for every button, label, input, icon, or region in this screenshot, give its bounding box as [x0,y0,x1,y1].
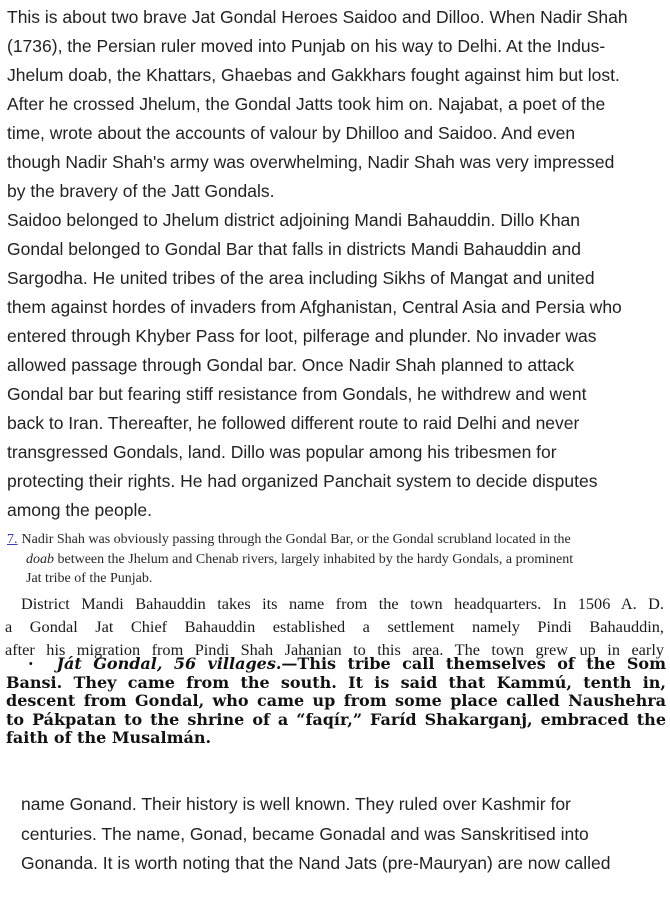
text-line: a Gondal Jat Chief Bahauddin established a settlement namely Pindi Bahauddin, [5,617,664,637]
scanned-excerpt-jat-gondal [6,655,666,748]
paragraph-gonand-history [21,790,666,879]
text-line: Saidoo belonged to Jhelum district adjoining Mandi Bahauddin. Dillo Khan [7,210,581,230]
text-line: Sargodha. He united tribes of the area including Sikhs of Mangat and united [7,268,595,288]
text-line: protecting their rights. He had organized Panchait system to decide disputes [7,471,598,491]
text-line: centuries. The name, Gonad, became Gonadal and was Sanskritised into [21,823,589,844]
scan-line: faith of the Musalmán. [6,728,212,748]
scan-line [6,655,666,674]
footnote-number-link[interactable]: 7. [7,532,18,547]
text-line: back to Iran. Thereafter, he followed different route to raid Delhi and never [7,413,580,433]
text-line: though Nadir Shah's army was overwhelming, Nadir Shah was very impressed [7,152,615,172]
text-line: Gondal belonged to Gondal Bar that falls in districts Mandi Bahauddin and [7,239,581,259]
text-line: by the bravery of the Jatt Gondals. [7,181,275,201]
bullet-mark: · [28,654,34,673]
scan-line: to Pákpatan to the shrine of a “faqír,” Faríd Shakarganj, embraced the [6,709,666,729]
footnote-7 [7,530,663,589]
text-line: time, wrote about the accounts of valour by Dhilloo and Saidoo. And even [7,123,576,143]
footnote-line [7,532,571,547]
footnote-text: Nadir Shah was obviously passing through the Gondal Bar, or the Gondal scrubland located in the [21,532,571,547]
footnote-text: between the Jhelum and Chenab rivers, largely inhabited by the hardy Gondals, a prominent [54,551,574,567]
scan-heading: Ját Gondal, 56 villages. [56,654,282,673]
text-line: them against hordes of invaders from Afghanistan, Central Asia and Persia who [7,297,622,317]
text-line: District Mandi Bahauddin takes its name from the town headquarters. In 1506 A. D. [21,594,664,613]
footnote-line: Jat tribe of the Punjab. [26,571,153,586]
scan-line: descent from Gondal, who came up from some place called Naushehra [6,691,666,711]
text-line: name Gonand. Their history is well known. They ruled over Kashmir for [21,794,571,814]
text-line: transgressed Gondals, land. Dillo was popular among his tribesmen for [7,442,557,462]
text-line: Gondal bar but fearing stiff resistance from Gondals, he withdrew and went [7,384,587,404]
text-line: after his migration from Pindi Shah Jahanian to this area. The town grew up in early [5,640,664,660]
text-line: (1736), the Persian ruler moved into Punjab on his way to Delhi. At the Indus- [7,36,606,56]
paragraph-mandi-bahauddin [5,592,664,662]
scan-text: —This tribe call themselves of the Som [281,654,667,673]
text-line: After he crossed Jhelum, the Gondal Jatts took him on. Najabat, a poet of the [7,94,606,114]
text-line: allowed passage through Gondal bar. Once Nadir Shah planned to attack [7,355,575,375]
text-line: Jhelum doab, the Khattars, Ghaebas and Gakkhars fought against him but lost. [7,65,620,85]
text-line: among the people. [7,500,152,520]
paragraph-jat-gondal-heroes [7,3,667,525]
text-line: entered through Khyber Pass for loot, pilferage and plunder. No invader was [7,326,597,346]
footnote-line [7,550,663,570]
scan-line: Bansi. They came from the south. It is said that Kammú, tenth in, [6,672,666,692]
footnote-italic-term: doab [26,551,54,567]
text-line: Gonanda. It is worth noting that the Nand Jats (pre-Mauryan) are now called [21,853,611,873]
text-line: This is about two brave Jat Gondal Heroes Saidoo and Dilloo. When Nadir Shah [7,7,628,27]
